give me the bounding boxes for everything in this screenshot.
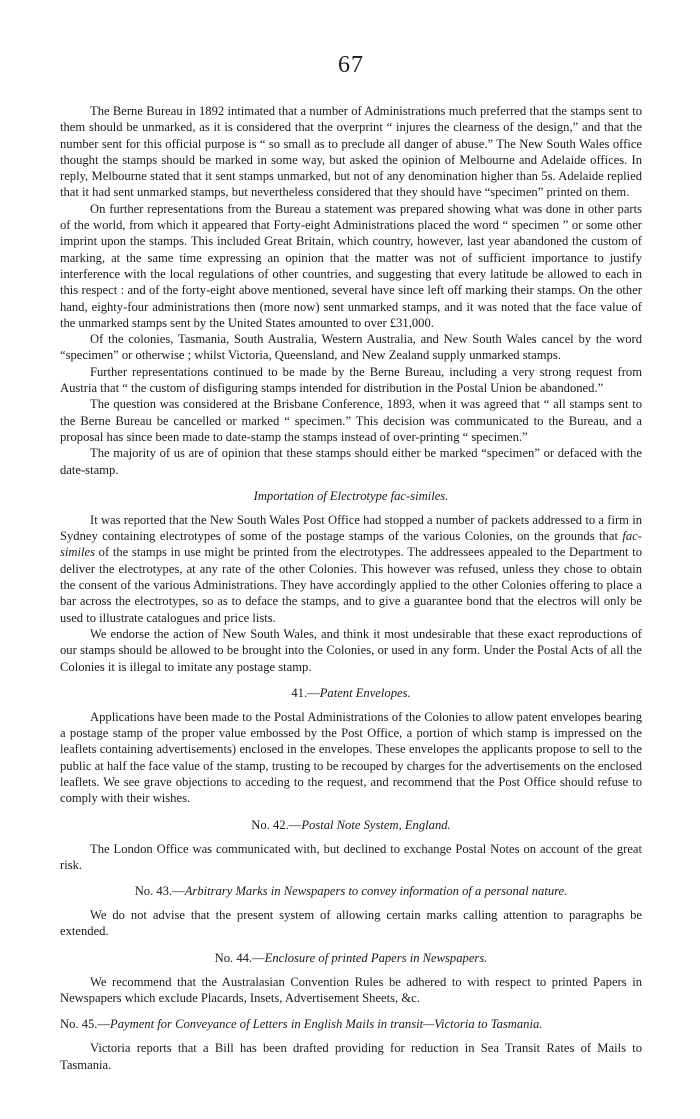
heading-title: Patent Envelopes. [319,685,411,700]
section-printed-papers [60,950,642,1007]
heading-title: Payment for Conveyance of Letters in English Mails in transit—Victoria to Tasmania. [110,1017,543,1032]
heading-number: No. 42.— [251,817,302,832]
section-heading [60,883,642,899]
heading-number: No. 45.— [60,1017,111,1032]
heading-title: Arbitrary Marks in Newspapers to convey information of a personal nature. [184,884,568,899]
paragraph: Of the colonies, Tasmania, South Australia, Western Australia, and New South Wales cancel by the word “specimen” or otherwise ; whilst Victoria, Queensland, and New Zealand supply unmarked stamps. [60,332,642,363]
heading-number: 41.— [291,685,320,700]
section-arbitrary-marks [60,883,642,940]
paragraph: We endorse the action of New South Wales, and think it most undesirable that these exact reproductions of our stamps should be allowed to be brought into the Colonies, or used in any form. Under the Postal Acts of all the Colonies it is illegal to imitate any postage stamp. [60,626,642,674]
section-heading [60,817,642,833]
paragraph: We recommend that the Australasian Convention Rules be adhered to with respect to printed Papers in Newspapers which exclude Placards, Insets, Advertisement Sheets, &c. [60,974,642,1006]
section-heading [60,488,642,504]
heading-title: Importation of Electrotype fac-similes. [253,488,449,503]
paragraph: The question was considered at the Brisbane Conference, 1893, when it was agreed that “ all stamps sent to the Berne Bureau be cancelled or marked “ specimen.” This decision was communicated to the Bureau, and a proposal has since been made to date-stamp the stamps instead of over-printing “ specimen.” [60,397,642,444]
section-heading [60,685,642,701]
paragraph [60,512,642,626]
heading-number: No. 44.— [214,950,265,965]
section-english-mails [60,1016,642,1073]
paragraph: Further representations continued to be made by the Berne Bureau, including a very strong request from Austria that “ the custom of disfiguring stamps intended for distribution in the Postal Union be abandoned.” [60,364,642,396]
paragraph-italic-text: fac-similes [60,529,642,560]
paragraph: We do not advise that the present system of allowing certain marks calling attention to paragraphs be extended. [60,908,642,939]
paragraph: Applications have been made to the Postal Administrations of the Colonies to allow patent envelopes bearing a postage stamp of the proper value embossed by the Post Office, a portion of which stamp is impressed on the leaflets containing advertisements) enclosed in the envelopes. These envelopes the applicants propose to sell to the public at half the face value of the stamp, trusting to be recouped by charges for the advertisements on the enclosed leaflets. We see grave objections to acceding to the request, and recommend that the Post Office should refuse to comply with their wishes. [60,709,642,806]
paragraph: The London Office was communicated with, but declined to exchange Postal Notes on account of the great risk. [60,841,642,872]
section-electrotype [60,488,642,675]
paragraph: The majority of us are of opinion that these stamps should either be marked “specimen” or defaced with the date-stamp. [60,446,642,477]
document-body [60,103,642,1073]
paragraph-text: It was reported that the New South Wales Post Office had stopped a number of packets addressed to a firm in Sydney containing electrotypes of some of the postage stamps of the various Colonies, on the grounds that [60,512,642,544]
section-heading [60,1016,642,1032]
section-specimen-stamps [60,103,642,478]
heading-number: No. 43.— [134,884,185,899]
paragraph: Victoria reports that a Bill has been drafted providing for reduction in Sea Transit Rates of Mails to Tasmania. [60,1041,642,1072]
section-heading [60,950,642,966]
paragraph: The Berne Bureau in 1892 intimated that a number of Administrations much preferred that the stamps sent to them should be unmarked, as it is considered that the overprint “ injures the clearness of the design,” and that the number sent for this official purpose is “ so small as to preclude all danger of abuse.” The New South Wales office thought the stamps should be marked in some way, but asked the opinion of Melbourne and Adelaide offices. In reply, Melbourne stated that it sent stamps unmarked, but not of any denomination higher than 5s. Adelaide replied that it had sent unmarked stamps, but nevertheless considered that they should have “specimen” printed on them. [60,104,642,200]
paragraph: On further representations from the Bureau a statement was prepared showing what was done in other parts of the world, from which it appeared that Forty-eight Administrations placed the word “ specimen ” or some other imprint upon the stamps. This included Great Britain, which country, however, last year abandoned the custom of marking, at the same time expressing an opinion that the matter was not of sufficient importance to justify interference with the local regulations of other countries, and suggesting that every latitude be allowed to each in this respect : and of the forty-eight above mentioned, several have since left off marking their stamps. On the other hand, eighty-four administrations then (more now) sent unmarked stamps, and it was noted that the face value of the unmarked stamps sent by the United States amounted to over £31,000. [60,201,642,330]
heading-title: Enclosure of printed Papers in Newspapers. [264,950,488,965]
paragraph-text: of the stamps in use might be printed from the electrotypes. The addressees appealed to the Department to deliver the electrotypes, at any rate of the other Colonies. This however was refused, unless they chose to obtain the consent of the various Administrations. They have accordingly applied to the other Colonies offering to place a bar across the electrotypes, so as to deface the stamps, and to give a guarantee bond that the electros will only be used to illustrate catalogues and price lists. [60,545,642,625]
page-number: 67 [338,52,364,78]
heading-title: Postal Note System, England. [301,817,451,832]
section-postal-note [60,817,642,874]
section-patent-envelopes [60,685,642,807]
